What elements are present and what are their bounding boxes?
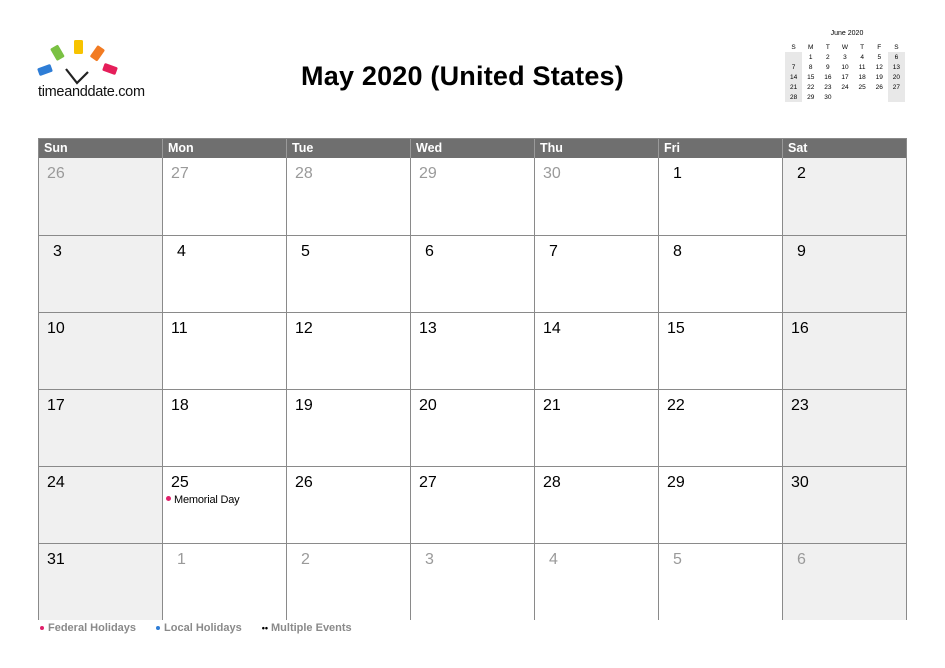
day-number: 31 [47, 551, 65, 568]
mini-day [854, 92, 871, 102]
mini-day: 14 [785, 72, 802, 82]
day-number: 19 [295, 397, 313, 414]
mini-weekday-label: W [841, 43, 849, 51]
mini-day: 12 [875, 63, 883, 71]
day-cell[interactable] [163, 236, 287, 312]
day-number: 15 [667, 320, 685, 337]
day-cell[interactable] [783, 467, 906, 543]
day-number: 27 [419, 474, 437, 491]
day-number: 10 [47, 320, 65, 337]
mini-day: 11 [858, 63, 866, 71]
day-number: 1 [177, 551, 186, 568]
mini-day: 18 [858, 73, 866, 81]
logo-text[interactable]: timeanddate.com [38, 84, 145, 100]
weekday-header-wed: Wed [411, 139, 535, 158]
day-cell[interactable] [163, 390, 287, 466]
weekday-header-sun: Sun [39, 139, 163, 158]
day-cell[interactable] [411, 236, 535, 312]
mini-day: 13 [888, 62, 905, 72]
day-number: 3 [53, 243, 62, 260]
week-row [39, 158, 906, 235]
day-number: 3 [425, 551, 434, 568]
mini-day: 9 [826, 63, 830, 71]
day-number: 28 [295, 165, 313, 182]
federal-holiday-dot-icon [166, 496, 171, 501]
mini-weekday-label: S [791, 43, 796, 51]
mini-weekday-label: S [894, 43, 899, 51]
day-number: 5 [673, 551, 682, 568]
mini-calendar-title: June 2020 [830, 30, 864, 37]
mini-day: 15 [807, 73, 815, 81]
weekday-header-tue: Tue [287, 139, 411, 158]
day-number: 18 [171, 397, 189, 414]
legend-federal-label: Federal Holidays [48, 622, 137, 634]
day-number: 26 [47, 165, 65, 182]
mini-day: 29 [807, 93, 815, 101]
day-number: 5 [301, 243, 310, 260]
day-number: 9 [797, 243, 806, 260]
mini-day: 3 [843, 53, 847, 61]
mini-day: 19 [875, 73, 883, 81]
day-cell[interactable] [659, 158, 783, 235]
day-cell[interactable] [535, 544, 659, 620]
week-row [39, 466, 906, 543]
day-cell[interactable] [39, 544, 163, 620]
day-number: 6 [797, 551, 806, 568]
week-row [39, 543, 906, 620]
mini-day: 23 [824, 83, 832, 91]
day-number: 2 [301, 551, 310, 568]
day-cell[interactable] [783, 390, 906, 466]
day-cell[interactable] [39, 390, 163, 466]
legend-multiple [262, 622, 352, 634]
day-cell[interactable] [783, 236, 906, 312]
day-cell[interactable] [287, 544, 411, 620]
mini-day [836, 92, 853, 102]
day-cell[interactable] [535, 467, 659, 543]
mini-weekday-label: F [877, 43, 882, 51]
holiday-event[interactable] [166, 494, 239, 506]
day-number: 4 [177, 243, 186, 260]
day-number: 16 [791, 320, 809, 337]
day-number: 25 [171, 474, 189, 491]
day-cell[interactable] [411, 390, 535, 466]
week-row [39, 235, 906, 312]
day-cell[interactable] [411, 158, 535, 235]
mini-weekday-label: M [808, 43, 814, 51]
mini-day: 26 [875, 83, 883, 91]
legend-local [156, 622, 242, 634]
day-number: 17 [47, 397, 65, 414]
mini-day: 2 [826, 53, 830, 61]
month-calendar-grid [38, 138, 907, 620]
day-cell[interactable] [783, 313, 906, 389]
mini-day [785, 52, 802, 62]
day-cell[interactable] [39, 313, 163, 389]
day-cell[interactable] [411, 544, 535, 620]
weekday-header-row [39, 139, 906, 158]
mini-day: 22 [807, 83, 815, 91]
day-number: 14 [543, 320, 561, 337]
day-number: 20 [419, 397, 437, 414]
federal-dot-icon [40, 626, 44, 630]
mini-day: 8 [808, 63, 813, 71]
day-number: 23 [791, 397, 809, 414]
day-cell[interactable] [659, 390, 783, 466]
day-number: 4 [549, 551, 558, 568]
mini-day: 16 [824, 73, 832, 81]
legend-local-label: Local Holidays [164, 622, 242, 634]
day-number: 29 [667, 474, 685, 491]
day-cell[interactable] [287, 390, 411, 466]
mini-day: 30 [824, 93, 832, 101]
page-title: May 2020 (United States) [301, 61, 624, 91]
week-row [39, 389, 906, 466]
week-row [39, 312, 906, 389]
local-dot-icon [156, 626, 160, 630]
day-cell[interactable] [411, 467, 535, 543]
day-cell[interactable] [163, 467, 287, 543]
mini-day: 10 [841, 63, 849, 71]
mini-day: 20 [888, 72, 905, 82]
weekday-header-sat: Sat [788, 141, 808, 155]
day-number: 29 [419, 165, 437, 182]
day-cell[interactable] [659, 544, 783, 620]
day-number: 8 [673, 243, 682, 260]
day-number: 13 [419, 320, 437, 337]
day-cell[interactable] [659, 236, 783, 312]
day-cell[interactable] [287, 158, 411, 235]
day-number: 24 [47, 474, 65, 491]
day-cell[interactable] [163, 313, 287, 389]
day-cell[interactable] [659, 313, 783, 389]
mini-day: 28 [785, 92, 802, 102]
mini-day: 6 [888, 52, 905, 62]
legend [40, 622, 372, 634]
mini-day [888, 92, 905, 102]
mini-calendar-table [785, 42, 905, 102]
day-cell[interactable] [411, 313, 535, 389]
day-cell[interactable] [287, 313, 411, 389]
day-cell[interactable] [535, 158, 659, 235]
day-cell[interactable] [39, 158, 163, 235]
mini-day: 5 [877, 53, 882, 61]
day-number: 26 [295, 474, 313, 491]
mini-day: 7 [785, 62, 802, 72]
weekday-header-thu: Thu [535, 139, 659, 158]
day-cell[interactable] [163, 544, 287, 620]
multiple-dots-icon: •• [261, 623, 268, 633]
legend-multiple-label: Multiple Events [271, 622, 352, 634]
mini-day: 27 [888, 82, 905, 92]
day-cell[interactable] [535, 390, 659, 466]
mini-day: 25 [858, 83, 866, 91]
mini-day: 21 [785, 82, 802, 92]
weekday-header-fri: Fri [659, 139, 783, 158]
day-number: 27 [171, 165, 189, 182]
day-number: 21 [543, 397, 561, 414]
mini-day: 1 [808, 53, 813, 61]
day-number: 1 [673, 165, 682, 182]
mini-calendar-june [785, 30, 905, 102]
day-cell[interactable] [287, 236, 411, 312]
day-cell[interactable] [163, 158, 287, 235]
day-cell[interactable] [783, 158, 906, 235]
day-cell[interactable] [39, 236, 163, 312]
day-number: 11 [171, 320, 188, 337]
weekday-header-mon: Mon [163, 139, 287, 158]
mini-day: 24 [841, 83, 849, 91]
day-number: 28 [543, 474, 561, 491]
day-cell[interactable] [535, 313, 659, 389]
day-cell[interactable] [659, 467, 783, 543]
day-cell[interactable] [535, 236, 659, 312]
day-cell[interactable] [783, 544, 906, 620]
day-number: 30 [791, 474, 809, 491]
mini-weekday-label: T [825, 43, 830, 51]
day-cell[interactable] [287, 467, 411, 543]
mini-day: 4 [860, 53, 864, 61]
mini-day [871, 92, 888, 102]
mini-day: 17 [841, 73, 849, 81]
mini-weekday-label: T [860, 43, 865, 51]
day-number: 22 [667, 397, 685, 414]
day-number: 2 [797, 165, 806, 182]
legend-federal [40, 622, 136, 634]
day-number: 7 [549, 243, 558, 260]
day-number: 12 [295, 320, 313, 337]
day-number: 30 [543, 165, 561, 182]
day-number: 6 [425, 243, 434, 260]
day-cell[interactable] [39, 467, 163, 543]
holiday-label: Memorial Day [174, 494, 240, 506]
